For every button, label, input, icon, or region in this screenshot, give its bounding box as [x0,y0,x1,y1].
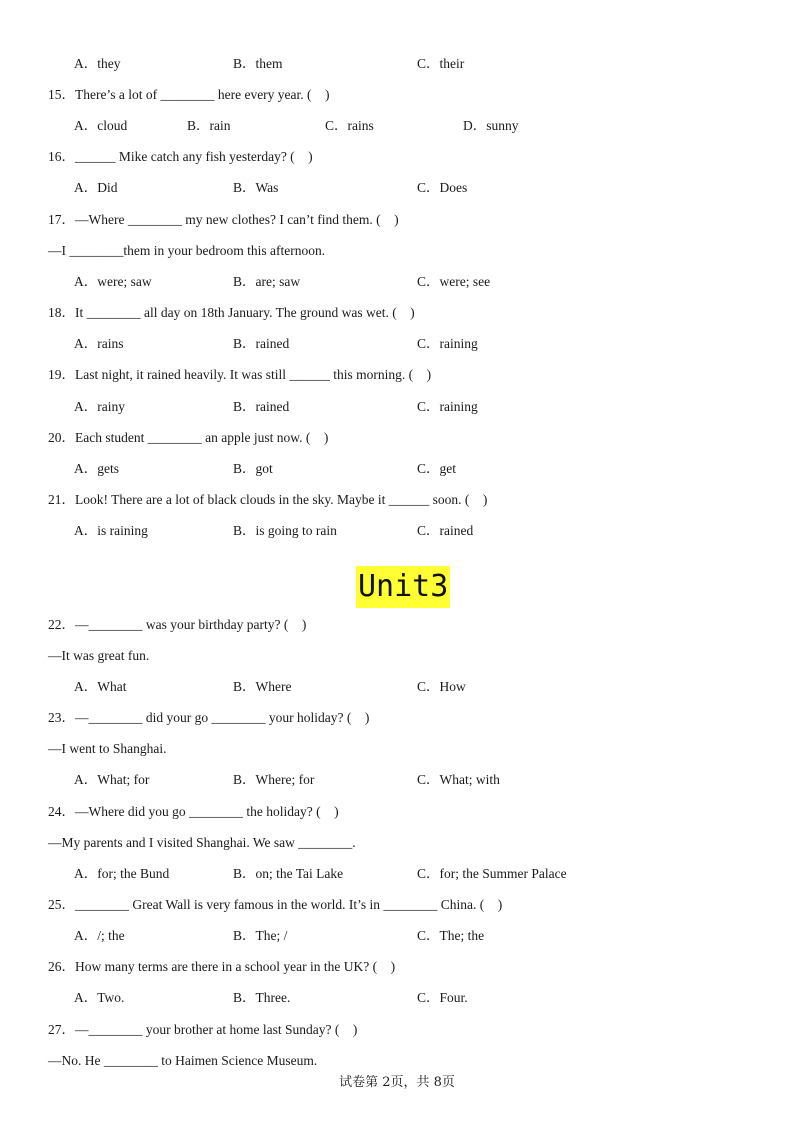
question-stem: 18．It ________ all day on 18th January. The ground was wet. ( ) [48,305,415,320]
option-choice: C．were; see [417,274,491,289]
option-choice: A．rains [74,336,124,351]
dialogue-line: —I went to Shanghai. [48,741,167,756]
option-choice: B．Where [233,679,292,694]
question-stem: 25．________ Great Wall is very famous in the world. It’s in ________ China. ( ) [48,897,503,912]
question-stem: 22．—________ was your birthday party? ( ) [48,617,307,632]
option-choice: A．were; saw [74,274,152,289]
option-choice: A．/; the [74,928,125,943]
dialogue-line: —No. He ________ to Haimen Science Museum. [48,1053,318,1068]
question-stem: 23．—________ did your go ________ your holiday? ( ) [48,710,370,725]
option-choice: B．The; / [233,928,288,943]
question-stem: 24．—Where did you go ________ the holiday? ( ) [48,804,339,819]
option-choice: C．raining [417,399,478,414]
option-choice: A．What; for [74,772,150,787]
option-choice: C．raining [417,336,478,351]
question-stem: 21．Look! There are a lot of black clouds in the sky. Maybe it ______ soon. ( ) [48,492,488,507]
option-choice: A．for; the Bund [74,866,170,881]
option-choice: B．got [233,461,273,476]
option-choice: A．What [74,679,127,694]
option-choice: C．rained [417,523,474,538]
option-choice: B．Three. [233,990,291,1005]
option-choice: C．Four. [417,990,468,1005]
option-choice: A．they [74,56,121,71]
option-choice: C．get [417,461,456,476]
option-choice: B．are; saw [233,274,301,289]
option-choice: A．is raining [74,523,148,538]
question-stem: 27．—________ your brother at home last Sunday? ( ) [48,1022,358,1037]
question-stem: 19．Last night, it rained heavily. It was still ______ this morning. ( ) [48,367,432,382]
option-choice: B．on; the Tai Lake [233,866,344,881]
option-choice: B．is going to rain [233,523,337,538]
option-choice: C．rains [325,118,374,133]
option-choice: C．Does [417,180,468,195]
option-choice: A．cloud [74,118,128,133]
option-choice: D．sunny [463,118,519,133]
option-choice: B．Where; for [233,772,315,787]
question-stem: 15．There’s a lot of ________ here every year. ( ) [48,87,330,102]
option-choice: A．Did [74,180,118,195]
question-stem: 26．How many terms are there in a school year in the UK? ( ) [48,959,396,974]
page-footer: 试卷第 2页，共 8页 [339,1075,455,1090]
dialogue-line: —I ________them in your bedroom this afternoon. [48,243,326,258]
option-choice: C．their [417,56,465,71]
option-choice: C．What; with [417,772,500,787]
option-choice: B．them [233,56,283,71]
dialogue-line: —It was great fun. [48,648,150,663]
question-stem: 20．Each student ________ an apple just now. ( ) [48,430,329,445]
option-choice: B．rained [233,336,290,351]
option-choice: B．Was [233,180,279,195]
option-choice: B．rained [233,399,290,414]
question-stem: 16．______ Mike catch any fish yesterday? ( ) [48,149,313,164]
option-choice: A．rainy [74,399,125,414]
option-choice: C．How [417,679,466,694]
option-choice: B．rain [187,118,231,133]
unit-heading: Unit3 [356,566,450,608]
dialogue-line: —My parents and I visited Shanghai. We saw ________. [48,835,356,850]
option-choice: C．The; the [417,928,485,943]
option-choice: A．Two. [74,990,125,1005]
option-choice: C．for; the Summer Palace [417,866,567,881]
option-choice: A．gets [74,461,119,476]
question-stem: 17．—Where ________ my new clothes? I can’t find them. ( ) [48,212,399,227]
